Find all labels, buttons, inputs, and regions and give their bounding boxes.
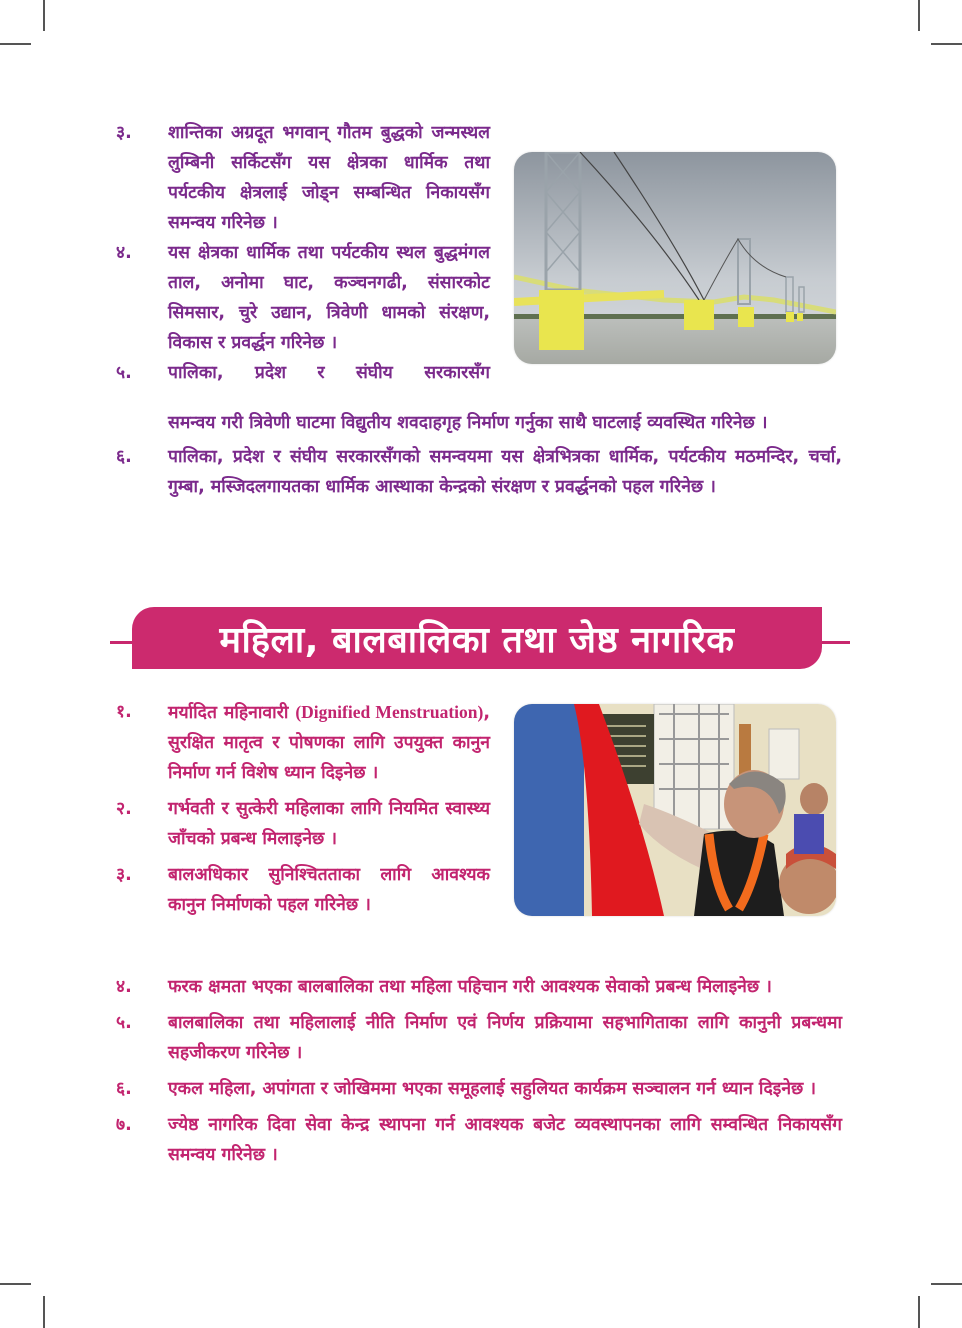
item-text: ज्येष्ठ नागरिक दिवा सेवा केन्द्र स्थापना गर्न आवश्यक बजेट व्यवस्थापनका लागि सम्वन्धित निकायसँग समन्वय गरिनेछ । <box>168 1115 842 1165</box>
women-children-policy-list <box>116 697 490 920</box>
item-number: १. <box>116 702 132 722</box>
list-item <box>116 408 842 438</box>
item-text: शान्तिका अग्रदूत भगवान् गौतम बुद्धको जन्मस्थल लुम्बिनी सर्किटसँग यस क्षेत्रका धार्मिक तथा पर्यटकीय क्षेत्रलाई जोड्न सम्बन्धित निकायसँग समन्वय गरिनेछ । <box>168 123 490 233</box>
bridge-photo <box>514 152 836 364</box>
unveiling-image <box>514 704 836 916</box>
item-number: ६. <box>116 1079 132 1099</box>
unveiling-photo <box>514 704 836 916</box>
bridge-image <box>514 152 836 364</box>
item-number: ४. <box>116 243 132 263</box>
section-header <box>110 607 850 669</box>
list-item <box>116 442 842 502</box>
tourism-policy-list <box>116 118 490 388</box>
item-number: ३. <box>116 123 132 143</box>
item-text: गर्भवती र सुत्केरी महिलाका लागि नियमित स्वास्थ्य जाँचको प्रबन्ध मिलाइनेछ । <box>168 799 490 849</box>
list-item <box>116 358 490 388</box>
header-left-rule <box>110 641 134 644</box>
item-number: ६. <box>116 447 132 467</box>
item-text: मर्यादित महिनावारी <box>168 703 289 723</box>
item-text: समन्वय गरी त्रिवेणी घाटमा विद्युतीय शवदाहगृह निर्माण गर्नुका साथै घाटलाई व्यवस्थित गरिनेछ । <box>168 413 768 433</box>
list-item <box>116 1074 842 1104</box>
item-text: , सुरक्षित मातृत्व र पोषणका लागि उपयुक्त कानुन निर्माण गर्न विशेष ध्यान दिइनेछ । <box>168 703 490 783</box>
crop-mark <box>918 0 920 31</box>
item-number: ४. <box>116 977 132 997</box>
list-item <box>116 697 490 788</box>
item-number: २. <box>116 799 132 819</box>
list-item <box>116 794 490 854</box>
crop-mark <box>931 1283 962 1285</box>
item-number: ५. <box>116 1013 132 1033</box>
list-item <box>116 972 842 1002</box>
section-title: महिला, बालबालिका तथा जेष्ठ नागरिक <box>219 619 735 661</box>
section-title-bar <box>132 607 822 669</box>
list-item <box>116 1008 842 1068</box>
item-text: पालिका, प्रदेश र संघीय सरकारसँगको समन्वयमा यस क्षेत्रभित्रका धार्मिक, पर्यटकीय मठमन्दिर, चर्चा, गुम्बा, मस्जिदलगायतका धार्मिक आस्थाका केन्द्रको संरक्षण र प्रवर्द्धनको पहल गरिनेछ । <box>168 447 842 497</box>
crop-mark <box>0 1283 31 1285</box>
women-children-policy-list-continued <box>116 972 842 1170</box>
crop-mark <box>43 1296 45 1328</box>
crop-mark <box>0 43 31 45</box>
item-text: यस क्षेत्रका धार्मिक तथा पर्यटकीय स्थल बुद्धमंगल ताल, अनोमा घाट, कञ्चनगढी, संसारकोट सिमसार, चुरे उद्यान, त्रिवेणी धामको संरक्षण, विकास र प्रवर्द्धन गरिनेछ । <box>168 243 490 353</box>
item-text: बालअधिकार सुनिश्चितताका लागि आवश्यक कानुन निर्माणको पहल गरिनेछ । <box>168 865 490 915</box>
item-text: पालिका, प्रदेश र संघीय सरकारसँग <box>168 363 490 383</box>
list-item <box>116 1110 842 1170</box>
item-text: बालबालिका तथा महिलालाई नीति निर्माण एवं निर्णय प्रक्रियामा सहभागिताका लागि कानुनी प्रबन्धमा सहजीकरण गरिनेछ । <box>168 1013 842 1063</box>
item-number: ३. <box>116 865 132 885</box>
list-item <box>116 860 490 920</box>
item-number: ७. <box>116 1115 132 1135</box>
item-text: एकल महिला, अपांगता र जोखिममा भएका समूहलाई सहुलियत कार्यक्रम सञ्चालन गर्न ध्यान दिइनेछ । <box>168 1079 817 1099</box>
crop-mark <box>918 1296 920 1328</box>
header-right-rule <box>820 641 850 644</box>
list-item <box>116 238 490 358</box>
list-item <box>116 118 490 238</box>
crop-mark <box>43 0 45 31</box>
item-number: ५. <box>116 363 132 383</box>
tourism-policy-list-continued <box>116 408 842 502</box>
item-text: फरक क्षमता भएका बालबालिका तथा महिला पहिचान गरी आवश्यक सेवाको प्रबन्ध मिलाइनेछ । <box>168 977 772 997</box>
crop-mark <box>931 43 962 45</box>
item-text-english: (Dignified Menstruation) <box>295 702 484 722</box>
